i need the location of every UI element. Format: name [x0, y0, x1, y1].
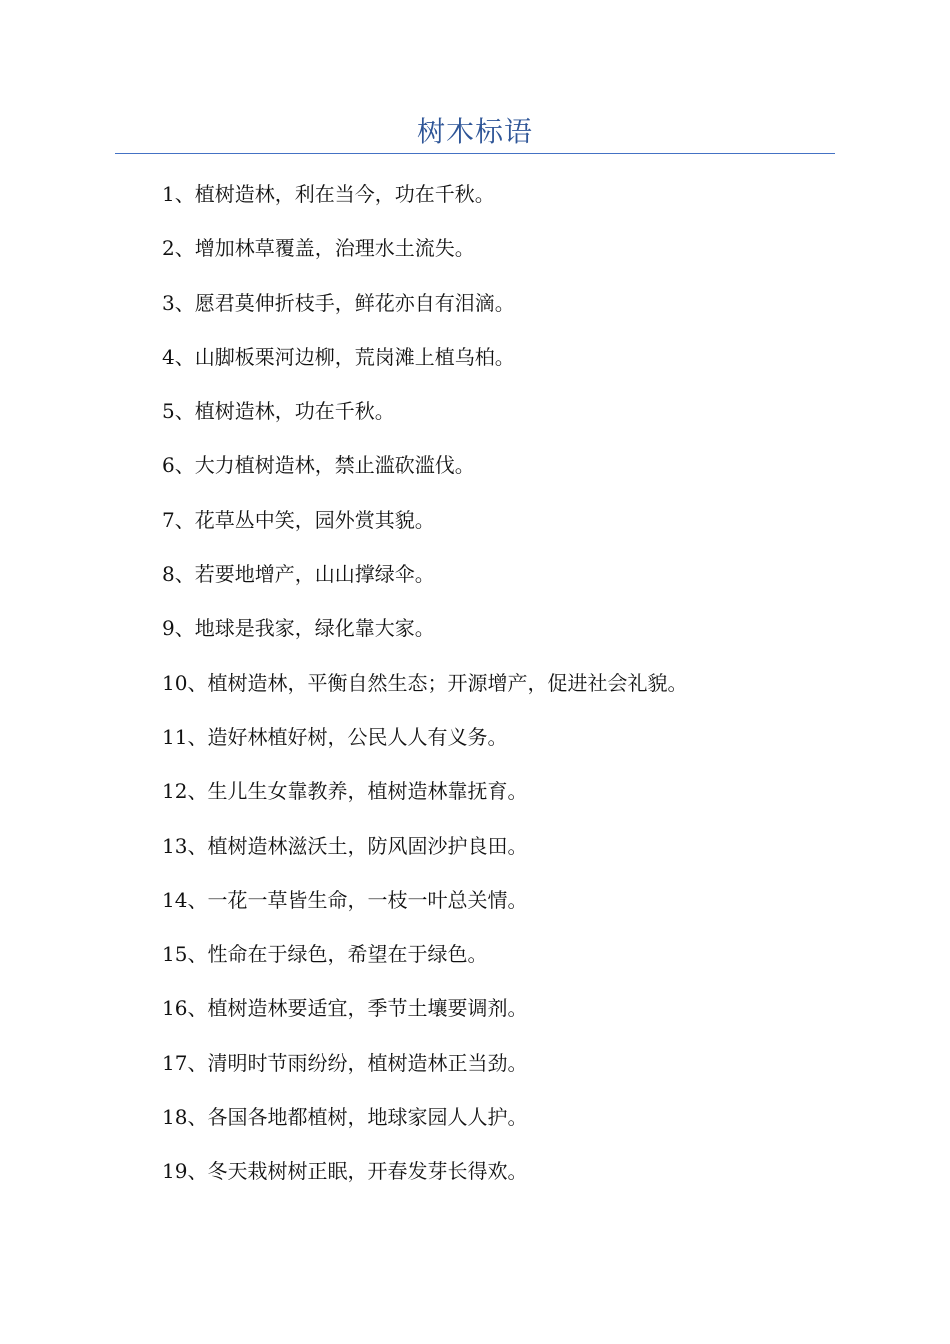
list-item: 12、生儿生女靠教养，植树造林靠抚育。 [162, 779, 528, 804]
list-item: 16、植树造林要适宜，季节土壤要调剂。 [162, 996, 528, 1021]
list-item: 19、冬天栽树树正眠，开春发芽长得欢。 [162, 1159, 528, 1184]
list-item: 18、各国各地都植树，地球家园人人护。 [162, 1105, 528, 1130]
list-item: 15、性命在于绿色，希望在于绿色。 [162, 942, 488, 967]
list-item: 11、造好林植好树，公民人人有义务。 [162, 724, 508, 749]
list-item: 9、地球是我家，绿化靠大家。 [162, 616, 435, 641]
list-item: 7、花草丛中笑，园外赏其貌。 [162, 507, 435, 532]
list-item: 14、一花一草皆生命，一枝一叶总关情。 [162, 887, 528, 912]
title-underline [115, 153, 835, 154]
list-item: 3、愿君莫伸折枝手，鲜花亦自有泪滴。 [162, 290, 515, 315]
list-item: 2、增加林草覆盖，治理水土流失。 [162, 236, 475, 261]
list-item: 17、清明时节雨纷纷，植树造林正当劲。 [162, 1050, 528, 1075]
list-item: 8、若要地增产，山山撑绿伞。 [162, 562, 435, 587]
list-item: 4、山脚板栗河边柳，荒岗滩上植乌柏。 [162, 344, 515, 369]
list-item: 6、大力植树造林，禁止滥砍滥伐。 [162, 453, 475, 478]
list-item: 13、植树造林滋沃土，防风固沙护良田。 [162, 833, 528, 858]
list-item: 1、植树造林，利在当今，功在千秋。 [162, 182, 495, 206]
list-item: 5、植树造林，功在千秋。 [162, 399, 395, 424]
page-title: 树木标语 [416, 115, 533, 148]
slogan-list [162, 176, 862, 1208]
list-item: 10、植树造林，平衡自然生态；开源增产，促进社会礼貌。 [162, 670, 688, 695]
